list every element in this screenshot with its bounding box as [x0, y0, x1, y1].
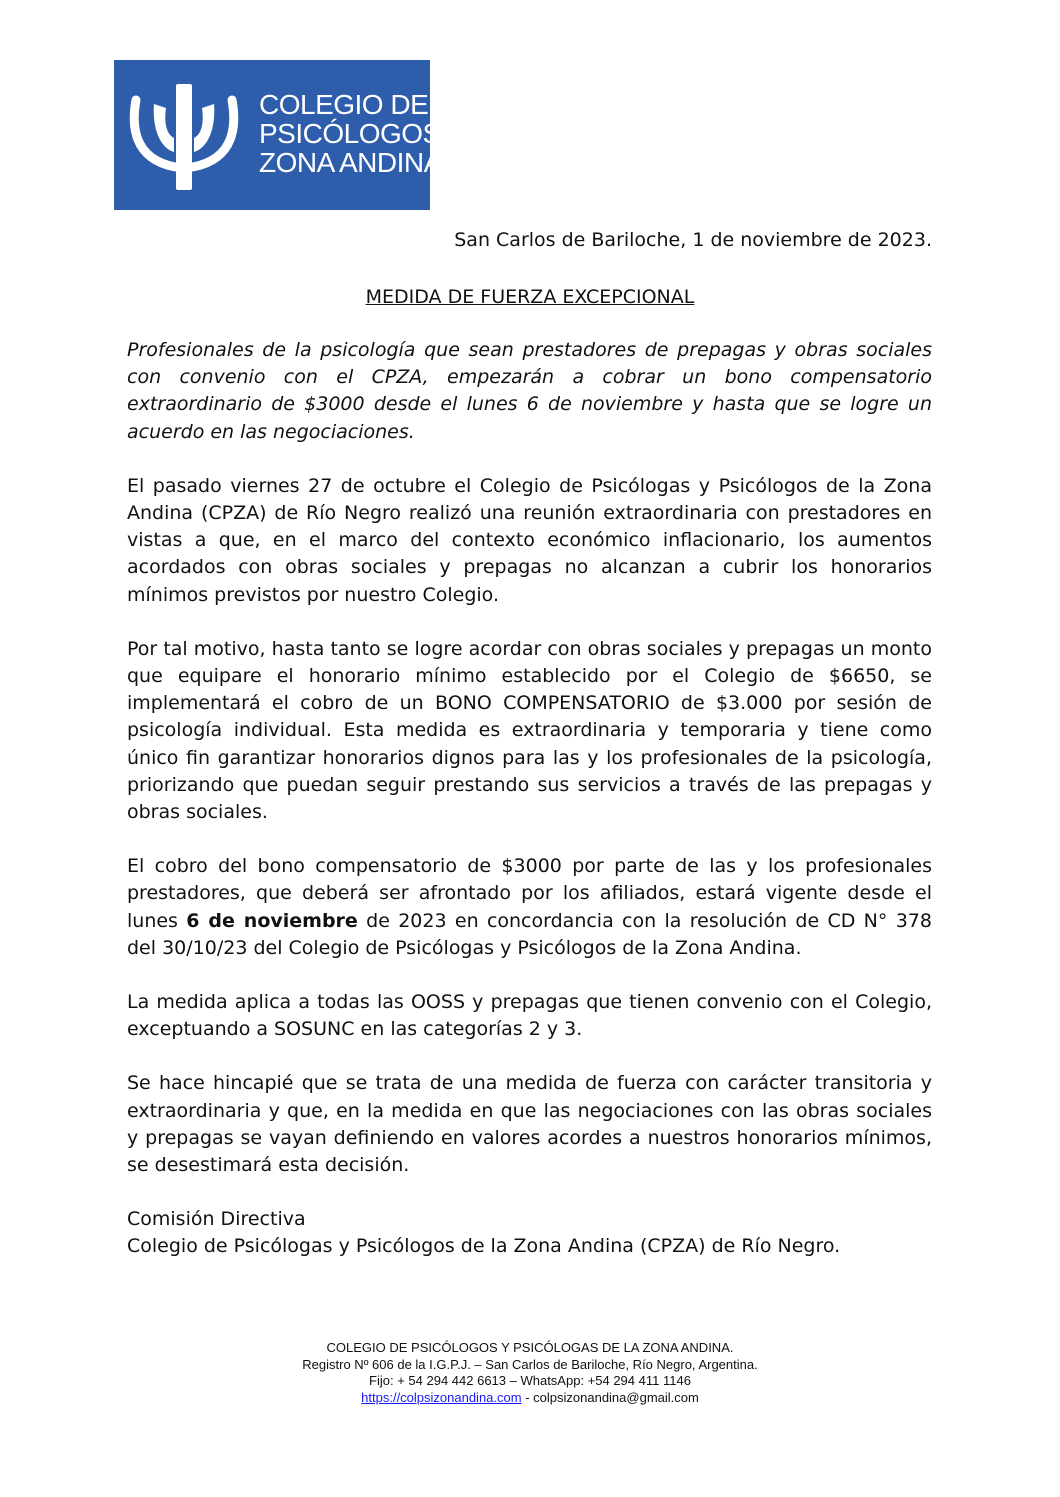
paragraph-5: Se hace hincapié que se trata de una medida de fuerza con carácter transitoria y extraordinaria y que, en la medida en que las negociaciones con las obras sociales y prepagas se vayan definiendo en valores acordes a nuestros honorarios mínimos, se desestimará esta decisión.: [127, 1072, 932, 1177]
highlighted-date: 6 de noviembre: [186, 909, 358, 932]
footer-line-4: [0, 1390, 1060, 1407]
paragraph-1: El pasado viernes 27 de octubre el Colegio de Psicólogas y Psicólogos de la Zona Andina (CPZA) de Río Negro realizó una reunión extraordinaria con prestadores en vistas a que, en el marco del contexto económico inflacionario, los aumentos acordados con obras sociales y prepagas no alcanzan a cubrir los honorarios mínimos previstos por nuestro Colegio.: [127, 474, 932, 606]
document-date: San Carlos de Bariloche, 1 de noviembre de 2023.: [454, 229, 932, 251]
footer-separator: -: [521, 1389, 534, 1405]
footer-line-1: COLEGIO DE PSICÓLOGOS Y PSICÓLOGAS DE LA ZONA ANDINA.: [326, 1340, 734, 1355]
paragraph-2: Por tal motivo, hasta tanto se logre acordar con obras sociales y prepagas un monto que equipare el honorario mínimo establecido por el Colegio de $6650, se implementará el cobro de un BONO COMPENSATORIO de $3.000 por sesión de psicología individual. Esta medida es extraordinaria y temporaria y tiene como único fin garantizar honorarios dignos para las y los profesionales de la psicología, priorizando que puedan seguir prestando sus servicios a través de las prepagas y obras sociales.: [127, 637, 932, 824]
document-body: [127, 337, 932, 1261]
paragraph-3-start: El cobro del bono compensatorio de $3000 por parte de las y los profesionales prestadores, que deberá ser afrontado por los afiliados, estará vigente desde el lunes: [127, 855, 932, 932]
footer-line-2: Registro Nº 606 de la I.G.P.J. – San Carlos de Bariloche, Río Negro, Argentina.: [302, 1356, 758, 1372]
document-title: MEDIDA DE FUERZA EXCEPCIONAL: [365, 286, 695, 308]
organization-logo: [114, 60, 442, 210]
logo-line-1: COLEGIO DE: [259, 89, 429, 120]
psi-icon: [124, 78, 244, 198]
page-footer: [0, 1340, 1060, 1406]
paragraph-4: La medida aplica a todas las OOSS y prepagas que tienen convenio con el Colegio, exceptuando a SOSUNC en las categorías 2 y 3.: [127, 991, 932, 1041]
logo-line-2: PSICÓLOGOS: [259, 118, 441, 149]
paragraph-3-end: de 2023 en concordancia con la resolución de CD N° 378 del 30/10/23 del Colegio de Psicólogas y Psicólogos de la Zona Andina.: [127, 909, 932, 959]
website-link[interactable]: https://colpsizonandina.com: [361, 1389, 522, 1405]
footer-email: colpsizonandina@gmail.com: [533, 1389, 699, 1405]
signature-line-2: Colegio de Psicólogas y Psicólogos de la Zona Andina (CPZA) de Río Negro.: [127, 1235, 841, 1258]
signature-line-1: Comisión Directiva: [127, 1208, 306, 1231]
footer-line-3: Fijo: + 54 294 442 6613 – WhatsApp: +54 294 411 1146: [369, 1373, 691, 1388]
logo-wordmark: [259, 90, 442, 177]
intro-paragraph: Profesionales de la psicología que sean prestadores de prepagas y obras sociales con convenio con el CPZA, empezarán a cobrar un bono compensatorio extraordinario de $3000 desde el lunes 6 de noviembre y hasta que se logre un acuerdo en las negociaciones.: [127, 339, 932, 443]
logo-line-3: ZONA ANDINA: [259, 147, 442, 178]
paragraph-3: [127, 853, 932, 962]
